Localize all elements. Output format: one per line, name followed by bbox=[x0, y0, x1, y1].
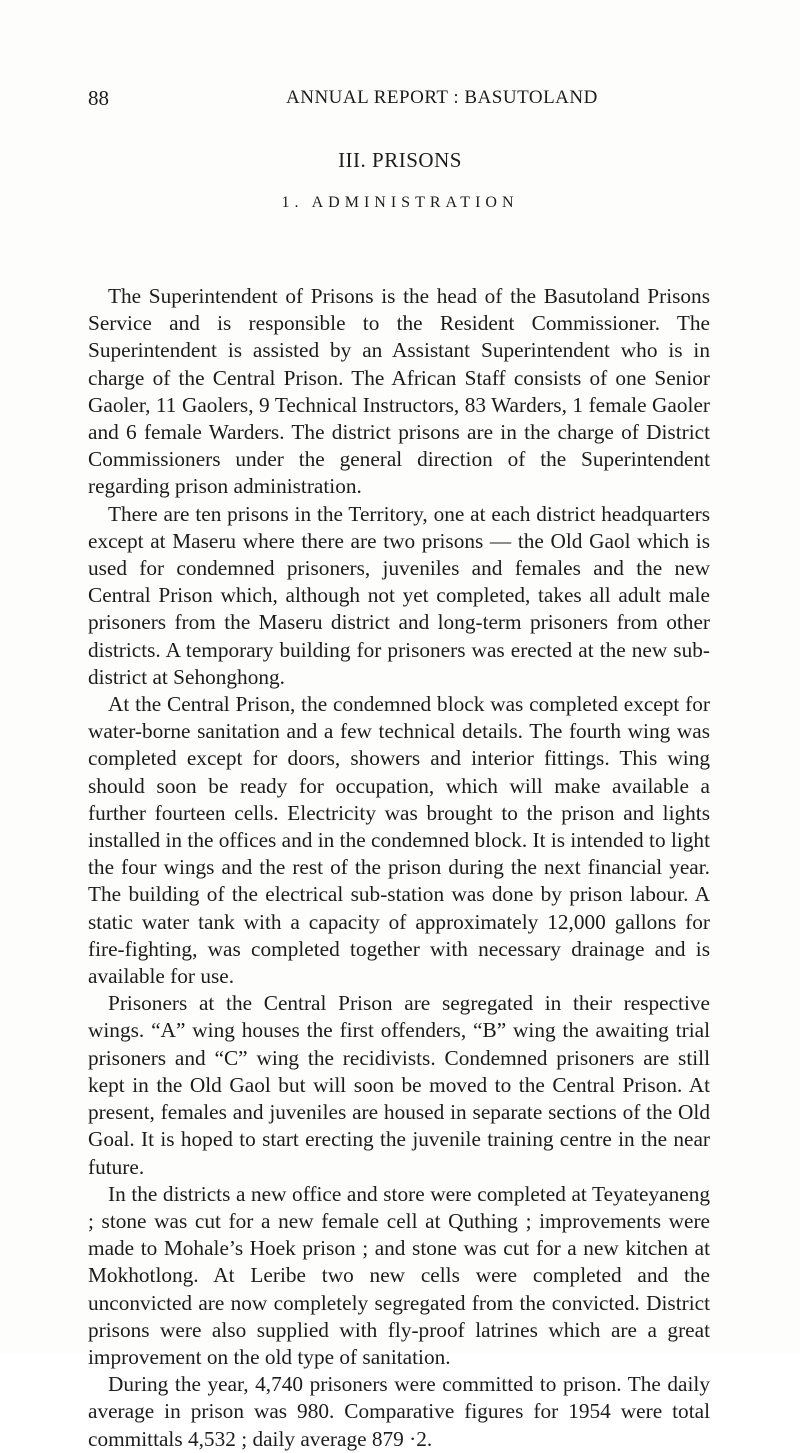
subsection-title: 1. ADMINISTRATION bbox=[281, 194, 519, 211]
running-head-title: ANNUAL REPORT : BASUTOLAND bbox=[286, 87, 598, 108]
paragraph-prisons: There are ten prisons in the Territory, one at each district headquarters except at Maseru where there are two prisons — the Old Gaol which is used for condemned prisoners, juveniles and females and the new Central Prison which, although not yet completed, takes all adult male prisoners from the Maseru district and long-term prisoners from other districts. A temporary building for prisoners was erected at the new sub-district at Sehonghong. bbox=[88, 501, 710, 689]
paragraph-central-prison: At the Central Prison, the condemned block was completed except for water-borne sanitation and a few technical details. The fourth wing was completed except for doors, showers and interior fittings. This wing should soon be ready for occupation, which will make available a further fourteen cells. Electricity was brought to the prison and lights installed in the offices and in the condemned block. It is intended to light the four wings and the rest of the prison during the next financial year. The building of the electrical sub-station was done by prison labour. A static water tank with a capacity of approximately 12,000 gallons for fire-fighting, was completed together with necessary drainage and is available for use. bbox=[88, 692, 710, 989]
section-title: III. PRISONS bbox=[338, 148, 462, 172]
paragraph-segregation: Prisoners at the Central Prison are segregated in their respective wings. “A” wing houses the first offenders, “B” wing the awaiting trial prisoners and “C” wing the recidivists. Condemned prisoners are still kept in the Old Gaol but will soon be moved to the Central Prison. At present, females and juveniles are housed in separate sections of the Old Goal. It is hoped to start erecting the juvenile training centre in the near future. bbox=[88, 991, 710, 1179]
running-head bbox=[88, 86, 710, 110]
paragraph-statistics: During the year, 4,740 prisoners were committed to prison. The daily average in prison was 980. Comparative figures for 1954 were total committals 4,532 ; daily average 879 ·2. bbox=[88, 1372, 710, 1451]
body-text bbox=[88, 283, 710, 1453]
page-number: 88 bbox=[88, 86, 109, 110]
paragraph-districts: In the districts a new office and store were completed at Teyateyaneng ; stone was cut for a new female cell at Quthing ; improvements were made to Mohale’s Hoek prison ; and stone was cut for a new kitchen at Mokhotlong. At Leribe two new cells were completed and the unconvicted are now completely segregated from the convicted. District prisons were also supplied with fly-proof latrines which are a great improvement on the old type of sanitation. bbox=[88, 1181, 710, 1369]
paragraph-staff: The Superintendent of Prisons is the head of the Basutoland Prisons Service and is responsible to the Resident Commissioner. The Superintendent is assisted by an Assistant Superintendent who is in charge of the Central Prison. The African Staff consists of one Senior Gaoler, 11 Gaolers, 9 Technical Instructors, 83 Warders, 1 female Gaoler and 6 female Warders. The district prisons are in the charge of District Commissioners under the general direction of the Superintendent regarding prison administration. bbox=[88, 284, 710, 499]
